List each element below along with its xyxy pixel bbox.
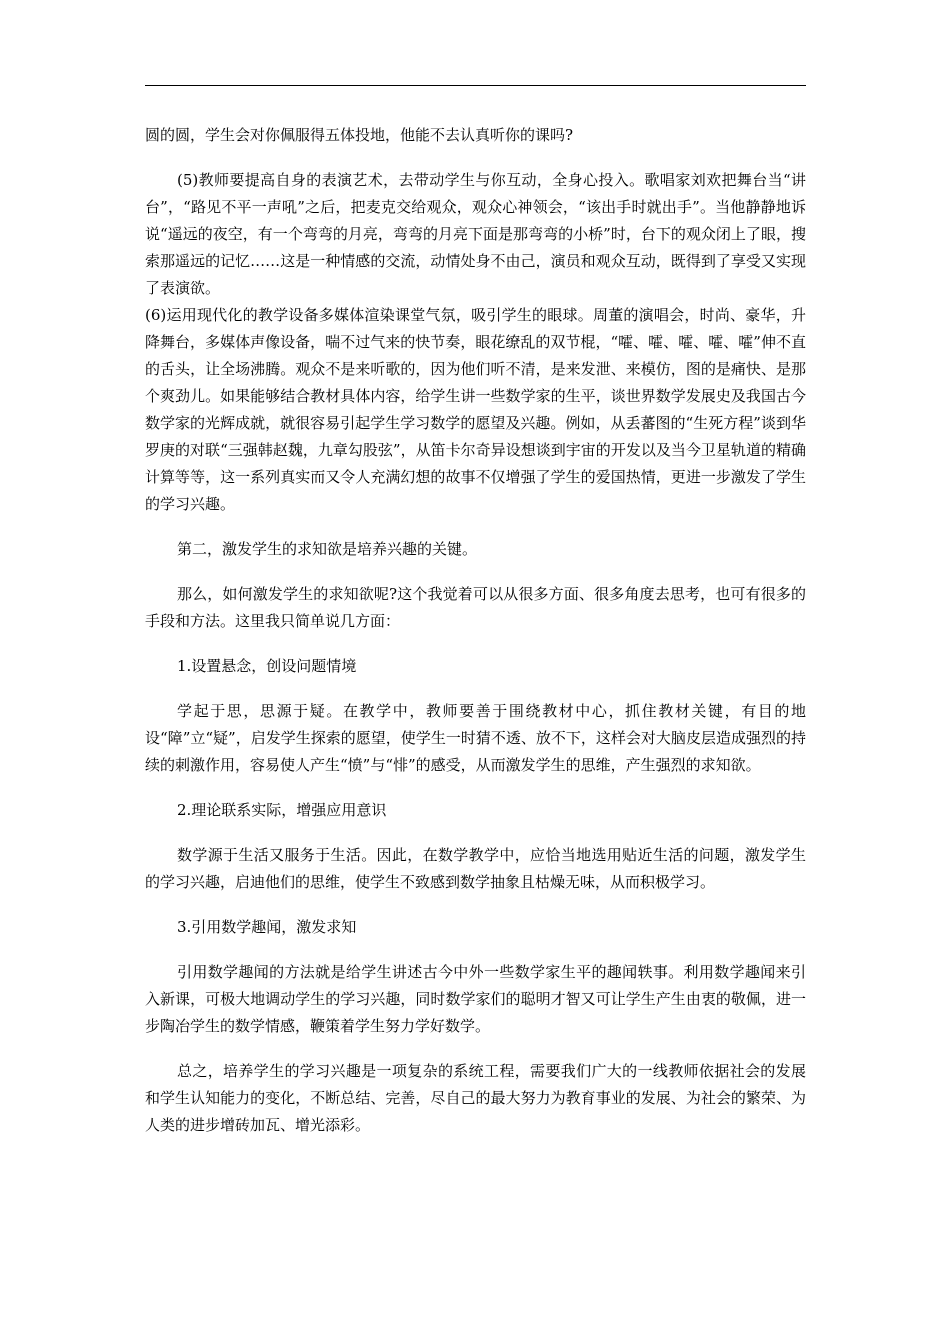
- document-body: [145, 122, 806, 1139]
- paragraph-method-3: 引用数学趣闻的方法就是给学生讲述古今中外一些数学家生平的趣闻轶事。利用数学趣闻来引入新课，可极大地调动学生的学习兴趣，同时数学家们的聪明才智又可让学生产生由衷的敬佩，进一步陶冶学生的数学情感，鞭策着学生努力学好数学。: [145, 963, 806, 1035]
- subheading-2: 2.理论联系实际，增强应用意识: [177, 801, 387, 819]
- subheading-1: 1.设置悬念，创设问题情境: [177, 657, 357, 675]
- section-heading-second: 第二，激发学生的求知欲是培养兴趣的关键。: [177, 540, 478, 558]
- paragraph-method-1: 学起于思，思源于疑。在教学中，教师要善于围绕教材中心，抓住教材关键，有目的地设“障”立“疑”，启发学生探索的愿望，使学生一时猜不透、放不下，这样会对大脑皮层造成强烈的持续的刺激作用，容易使人产生“愤”与“悱”的感受，从而激发学生的思维，产生强烈的求知欲。: [145, 702, 806, 774]
- header-rule: [145, 85, 806, 86]
- paragraph-continuation: 圆的圆，学生会对你佩服得五体投地，他能不去认真听你的课吗?: [145, 126, 574, 144]
- paragraph-point-6: (6)运用现代化的教学设备多媒体渲染课堂气氛，吸引学生的眼球。周董的演唱会，时尚、豪华，升降舞台，多媒体声像设备，喘不过气来的快节奏，眼花缭乱的双节棍，“嚯、嚯、嚯、嚯、嚯”伸不直的舌头，让全场沸腾。观众不是来听歌的，因为他们听不清，是来发泄、来模仿，图的是痛快、是那个爽劲儿。如果能够结合教材具体内容，给学生讲一些数学家的生平，谈世界数学发展史及我国古今数学家的光辉成就，就很容易引起学生学习数学的愿望及兴趣。例如，从丢蕃图的“生死方程”谈到华罗庚的对联“三强韩赵魏，九章勾股弦”，从笛卡尔奇异设想谈到宇宙的开发以及当今卫星轨道的精确计算等等，这一系列真实而又令人充满幻想的故事不仅增强了学生的爱国热情，更进一步激发了学生的学习兴趣。: [145, 306, 806, 513]
- paragraph-point-5: (5)教师要提高自身的表演艺术，去带动学生与你互动，全身心投入。歌唱家刘欢把舞台当“讲台”，“路见不平一声吼”之后，把麦克交给观众，观众心神领会，“该出手时就出手”。当他静静地诉说“遥远的夜空，有一个弯弯的月亮，弯弯的月亮下面是那弯弯的小桥”时，台下的观众闭上了眼，搜索那遥远的记忆……这是一种情感的交流，动情处身不由己，演员和观众互动，既得到了享受又实现了表演欲。: [145, 171, 806, 297]
- subheading-3: 3.引用数学趣闻，激发求知: [177, 918, 357, 936]
- paragraph-intro-methods: 那么，如何激发学生的求知欲呢?这个我觉着可以从很多方面、很多角度去思考，也可有很多的手段和方法。这里我只简单说几方面：: [145, 585, 806, 630]
- paragraph-method-2: 数学源于生活又服务于生活。因此，在数学教学中，应恰当地选用贴近生活的问题，激发学生的学习兴趣，启迪他们的思维，使学生不致感到数学抽象且枯燥无味，从而积极学习。: [145, 846, 806, 891]
- paragraph-conclusion: 总之，培养学生的学习兴趣是一项复杂的系统工程，需要我们广大的一线教师依据社会的发展和学生认知能力的变化，不断总结、完善，尽自己的最大努力为教育事业的发展、为社会的繁荣、为人类的进步增砖加瓦、增光添彩。: [145, 1062, 806, 1134]
